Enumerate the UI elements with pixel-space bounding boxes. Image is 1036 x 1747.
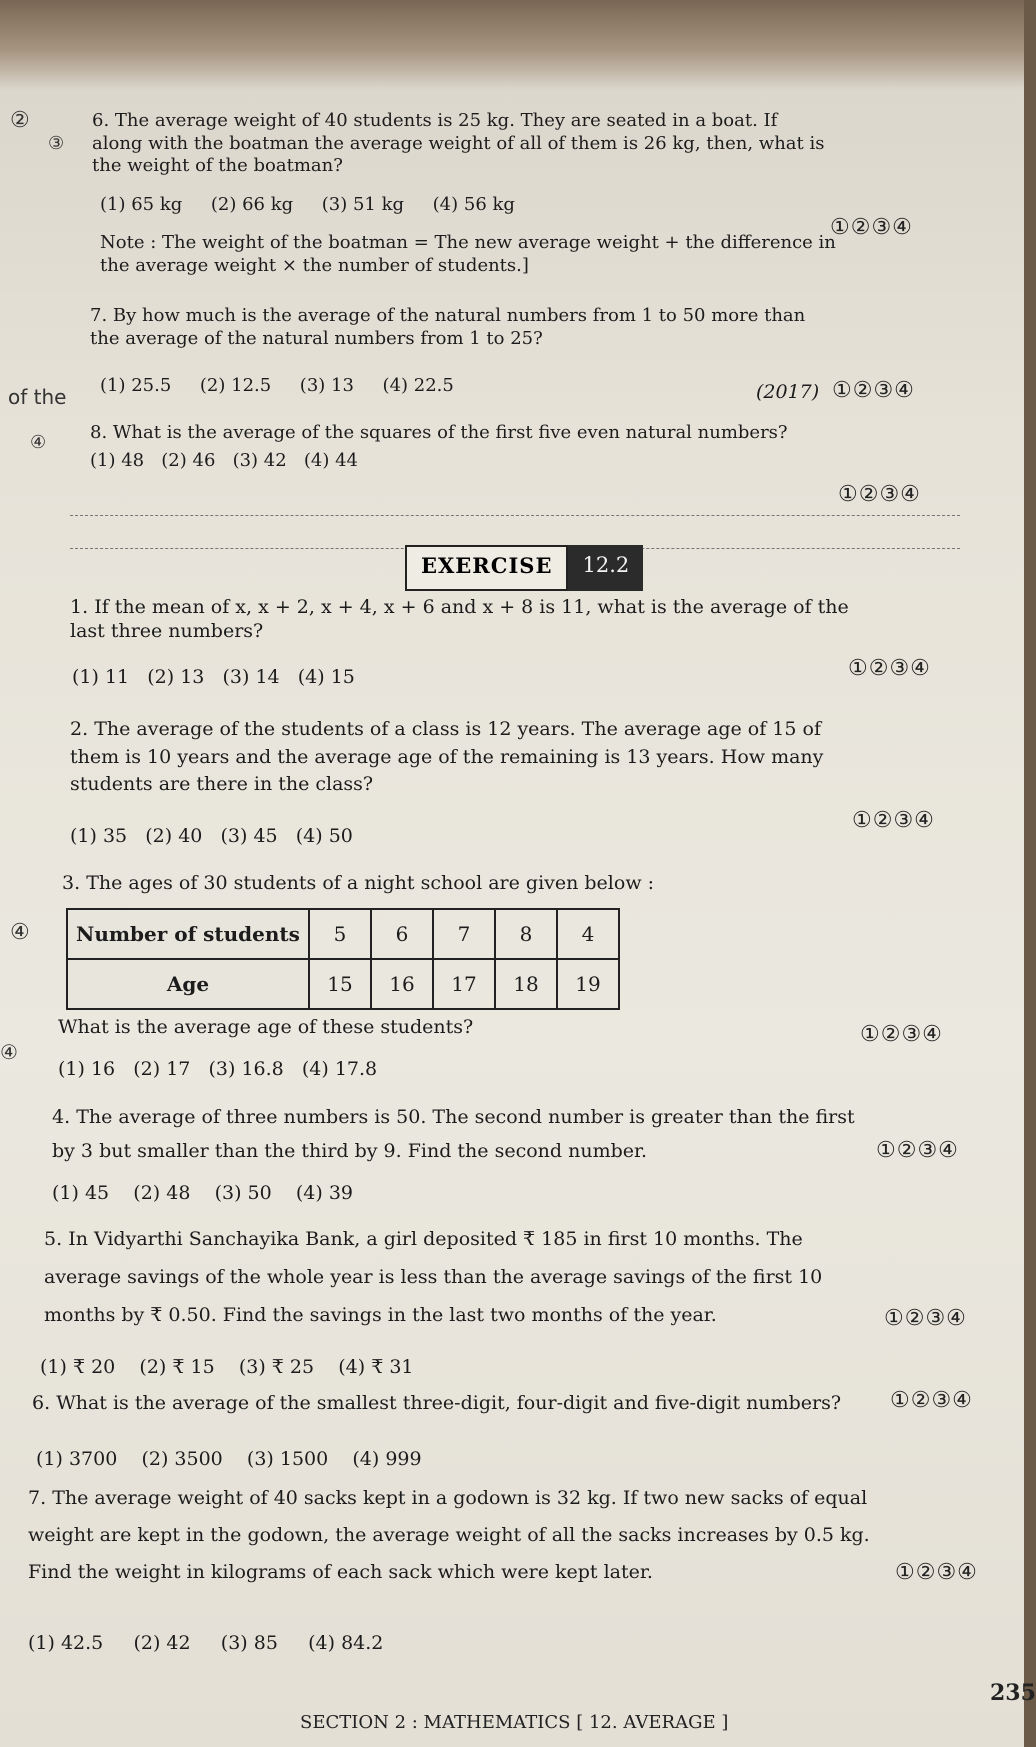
question-number: 2.: [70, 718, 89, 740]
question-number: 6.: [32, 1392, 51, 1414]
table-header: Number of students: [67, 909, 309, 959]
question-4-options: (1) 45 (2) 48 (3) 50 (4) 39: [52, 1182, 353, 1204]
question-4: [52, 1100, 862, 1168]
margin-mark: ④: [0, 1040, 18, 1064]
table-cell: 4: [557, 909, 619, 959]
question-number: 6.: [92, 110, 110, 131]
question-3-followup: What is the average age of these students?: [58, 1016, 474, 1038]
question-text: The average weight of 40 sacks kept in a godown is 32 kg. If two new sacks of equal weight are kept in the godown, the average weight of all the sacks increases by 0.5 kg. Find the weight in kilograms of each sack which were kept later.: [28, 1487, 870, 1584]
question-number: 7.: [28, 1487, 47, 1509]
answer-circles[interactable]: ①②③④: [838, 482, 921, 507]
question-2-options: (1) 35 (2) 40 (3) 45 (4) 50: [70, 825, 353, 847]
question-5-options: (1) ₹ 20 (2) ₹ 15 (3) ₹ 25 (4) ₹ 31: [40, 1356, 414, 1378]
prev-q6-options: (1) 65 kg (2) 66 kg (3) 51 kg (4) 56 kg: [100, 194, 515, 215]
table-cell: 7: [433, 909, 495, 959]
question-text: What is the average of the smallest three-digit, four-digit and five-digit numbers?: [56, 1392, 842, 1414]
table-cell: 19: [557, 959, 619, 1009]
table-cell: 15: [309, 959, 371, 1009]
exercise-label: EXERCISE: [405, 545, 568, 591]
section-divider: [70, 515, 960, 516]
table-cell: 8: [495, 909, 557, 959]
question-3-options: (1) 16 (2) 17 (3) 16.8 (4) 17.8: [58, 1058, 378, 1080]
question-7-options: (1) 42.5 (2) 42 (3) 85 (4) 84.2: [28, 1632, 384, 1654]
prev-q7-year: (2017): [756, 381, 820, 403]
exercise-number: 12.2: [568, 545, 643, 591]
answer-circles[interactable]: ①②③④: [895, 1560, 978, 1585]
top-shadow: [0, 0, 1024, 90]
question-1-options: (1) 11 (2) 13 (3) 14 (4) 15: [72, 666, 355, 688]
question-text: If the mean of x, x + 2, x + 4, x + 6 and x + 8 is 11, what is the average of the last three numbers?: [70, 596, 849, 642]
page-footer: SECTION 2 : MATHEMATICS [ 12. AVERAGE ]: [300, 1712, 729, 1733]
table-cell: 18: [495, 959, 557, 1009]
table-row: [67, 959, 619, 1009]
answer-circles[interactable]: ①②③④: [832, 378, 915, 403]
question-text: By how much is the average of the natural numbers from 1 to 50 more than the average of the natural numbers from 1 to 25?: [90, 305, 806, 349]
answer-circles[interactable]: ①②③④: [852, 808, 935, 833]
question-text: The average of three numbers is 50. The second number is greater than the first by 3 but smaller than the third by 9. Find the second number.: [52, 1106, 855, 1163]
question-number: 4.: [52, 1106, 71, 1128]
margin-mark: ③: [48, 133, 65, 154]
question-1: [70, 596, 850, 644]
question-2: [70, 716, 860, 799]
question-text: What is the average of the squares of the first five even natural numbers?: [112, 422, 788, 443]
question-5: [44, 1220, 874, 1334]
margin-mark: ④: [30, 432, 47, 453]
question-text: The average weight of 40 students is 25 kg. They are seated in a boat. If along with the boatman the average weight of all of them is 26 kg, then, what is the weight of the boatman?: [92, 110, 825, 176]
table-cell: 17: [433, 959, 495, 1009]
page-number: 235: [990, 1680, 1036, 1706]
question-7: [28, 1480, 888, 1591]
answer-circles[interactable]: ①②③④: [884, 1306, 967, 1331]
answer-circles[interactable]: ①②③④: [848, 656, 931, 681]
question-number: 8.: [90, 422, 108, 443]
table-cell: 16: [371, 959, 433, 1009]
prev-q8-options: (1) 48 (2) 46 (3) 42 (4) 44: [90, 450, 358, 471]
question-6-options: (1) 3700 (2) 3500 (3) 1500 (4) 999: [36, 1448, 422, 1470]
margin-mark: ④: [10, 920, 30, 945]
table-header: Age: [67, 959, 309, 1009]
question-number: 1.: [70, 596, 89, 618]
answer-circles[interactable]: ①②③④: [860, 1022, 943, 1047]
table-cell: 5: [309, 909, 371, 959]
prev-q7-options: (1) 25.5 (2) 12.5 (3) 13 (4) 22.5: [100, 375, 454, 396]
question-3: [62, 872, 782, 896]
exercise-header: [405, 545, 643, 591]
margin-mark: of the: [8, 385, 67, 409]
prev-question-8: [90, 422, 830, 445]
prev-question-6: [92, 110, 832, 178]
question-text: The ages of 30 students of a night school are given below :: [86, 872, 655, 894]
prev-q6-note: Note : The weight of the boatman = The new average weight + the difference in the average weight × the number of students.]: [100, 232, 836, 276]
answer-circles[interactable]: ①②③④: [830, 215, 913, 240]
question-text: In Vidyarthi Sanchayika Bank, a girl deposited ₹ 185 in first 10 months. The average savings of the whole year is less than the average savings of the first 10 months by ₹ 0.50. Find the savings in the last two months of the year.: [44, 1228, 823, 1326]
question-6: [32, 1392, 882, 1416]
answer-circles[interactable]: ①②③④: [890, 1388, 973, 1413]
ages-table: [66, 908, 620, 1010]
question-number: 5.: [44, 1228, 63, 1250]
question-number: 7.: [90, 305, 108, 326]
question-text: The average of the students of a class is 12 years. The average age of 15 of them is 10 years and the average age of the remaining is 13 years. How many students are there in the class?: [70, 718, 824, 796]
answer-circles[interactable]: ①②③④: [876, 1138, 959, 1163]
margin-mark: ②: [10, 108, 30, 133]
prev-question-7: [90, 305, 830, 350]
table-row: [67, 909, 619, 959]
question-number: 3.: [62, 872, 81, 894]
table-cell: 6: [371, 909, 433, 959]
